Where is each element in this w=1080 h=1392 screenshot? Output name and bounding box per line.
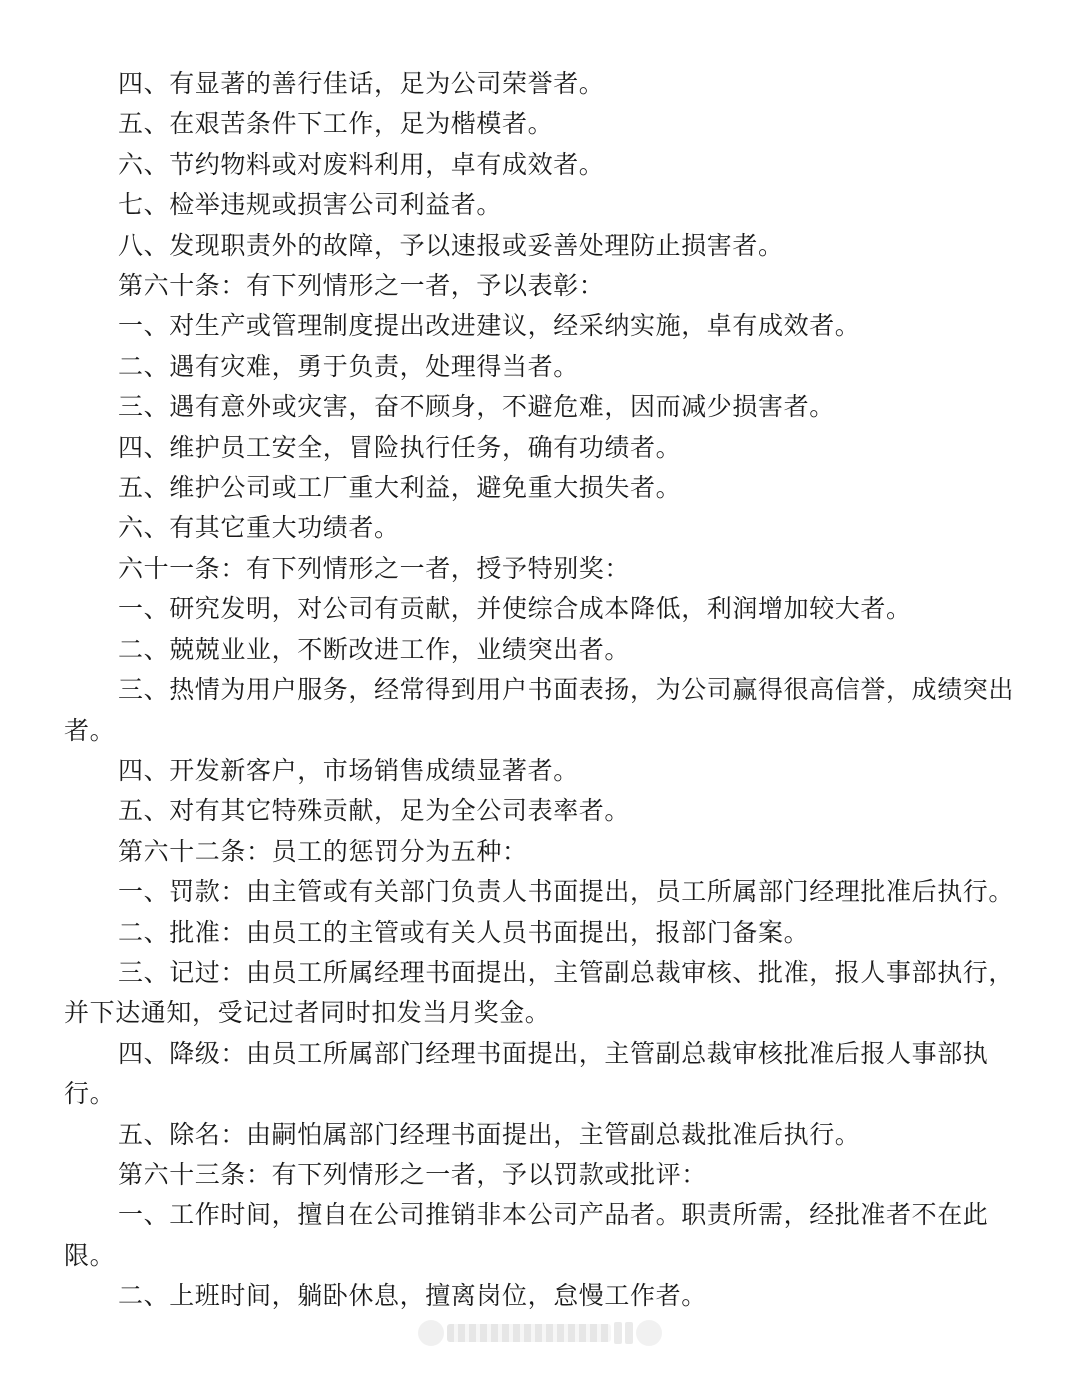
article-heading: 第六十三条：有下列情形之一者，予以罚款或批评： [118, 1159, 707, 1189]
paragraph: 三、记过：由员工所属经理书面提出，主管副总裁审核、批准，报人事部执行，并下达通知，受记过者同时扣发当月奖金。 [64, 957, 1015, 1028]
paragraph: 七、检举违规或损害公司利益者。 [118, 190, 503, 220]
paragraph: 二、批准：由员工的主管或有关人员书面提出，报部门备案。 [118, 917, 810, 947]
paragraph: 五、在艰苦条件下工作，足为楷模者。 [118, 109, 554, 139]
watermark-blur [625, 1322, 633, 1344]
article-heading: 六十一条：有下列情形之一者，授予特别奖： [118, 553, 631, 583]
paragraph: 六、有其它重大功绩者。 [118, 513, 400, 543]
paragraph: 四、有显著的善行佳话，足为公司荣誉者。 [118, 69, 605, 98]
paragraph: 一、罚款：由主管或有关部门负责人书面提出，员工所属部门经理批准后执行。 [118, 877, 1015, 907]
paragraph: 六、节约物料或对废料利用，卓有成效者。 [118, 149, 605, 179]
paragraph: 一、对生产或管理制度提出改进建议，经采纳实施，卓有成效者。 [118, 311, 861, 341]
watermark-blur [447, 1324, 611, 1342]
paragraph: 四、降级：由员工所属部门经理书面提出，主管副总裁审核批准后报人事部执行。 [64, 1038, 989, 1109]
paragraph: 三、遇有意外或灾害，奋不顾身，不避危难，因而减少损害者。 [118, 392, 835, 422]
paragraph: 二、兢兢业业，不断改进工作，业绩突出者。 [118, 634, 631, 664]
article-heading: 第六十条：有下列情形之一者，予以表彰： [118, 271, 605, 301]
paragraph: 一、工作时间，擅自在公司推销非本公司产品者。职责所需，经批准者不在此限。 [64, 1200, 989, 1270]
paragraph: 五、对有其它特殊贡献，足为全公司表率者。 [118, 796, 631, 826]
paragraph: 一、研究发明，对公司有贡献，并使综合成本降低，利润增加较大者。 [118, 594, 912, 624]
paragraph: 二、遇有灾难，勇于负责，处理得当者。 [118, 351, 579, 381]
watermark-logo-icon [636, 1320, 662, 1346]
paragraph: 四、开发新客户，市场销售成绩显著者。 [118, 755, 579, 785]
watermark-blur [614, 1322, 622, 1344]
paragraph: 四、维护员工安全，冒险执行任务，确有功绩者。 [118, 432, 682, 462]
watermark [418, 1318, 662, 1348]
paragraph: 五、除名：由嗣怕属部门经理书面提出，主管副总裁批准后执行。 [118, 1119, 861, 1149]
watermark-logo-icon [418, 1320, 444, 1346]
paragraph: 八、发现职责外的故障，予以速报或妥善处理防止损害者。 [118, 230, 784, 260]
document-body [64, 64, 1024, 1317]
paragraph: 二、上班时间，躺卧休息，擅离岗位，怠慢工作者。 [118, 1281, 707, 1311]
paragraph: 五、维护公司或工厂重大利益，避免重大损失者。 [118, 473, 682, 503]
paragraph: 三、热情为用户服务，经常得到用户书面表扬，为公司赢得很高信誉，成绩突出者。 [64, 675, 1015, 745]
article-heading: 第六十二条：员工的惩罚分为五种： [118, 836, 528, 866]
